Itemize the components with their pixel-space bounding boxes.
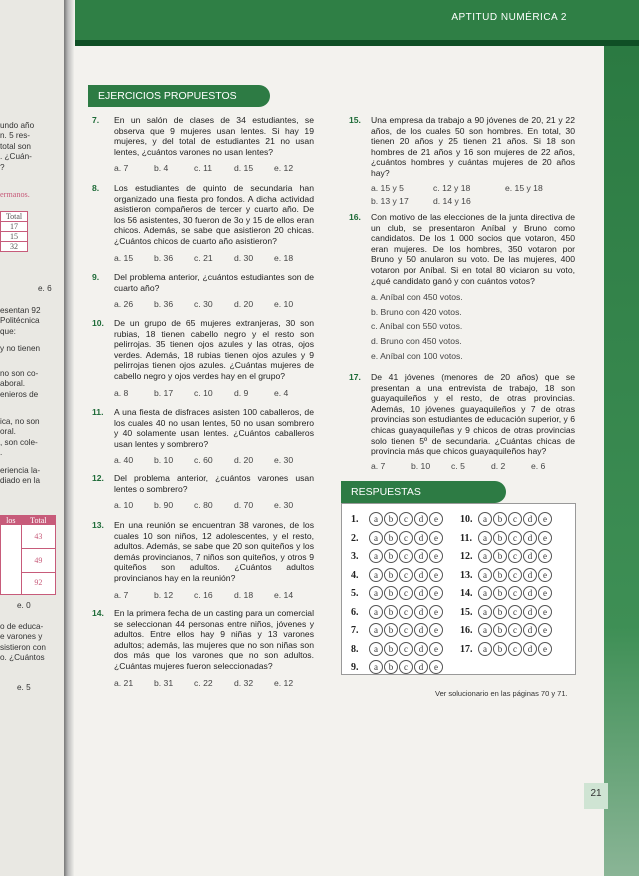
answer-number: 3. xyxy=(351,550,359,562)
answer-bubble-a[interactable]: a xyxy=(369,512,383,526)
left-page-text: esentan 92 Politécnica que: xyxy=(0,306,41,336)
answer-number: 17. xyxy=(460,643,473,655)
answer-bubble-c[interactable]: c xyxy=(399,568,413,582)
answer-bubble-e[interactable]: e xyxy=(538,531,552,545)
answer-bubble-b[interactable]: b xyxy=(493,586,507,600)
answer-row xyxy=(351,660,444,674)
answer-number: 7. xyxy=(351,624,359,636)
answer-bubble-d[interactable]: d xyxy=(523,549,537,563)
answer-row xyxy=(351,623,444,637)
answer-number: 4. xyxy=(351,569,359,581)
answer-bubble-e[interactable]: e xyxy=(429,623,443,637)
answer-bubble-c[interactable]: c xyxy=(508,642,522,656)
answer-number: 8. xyxy=(351,643,359,655)
answer-bubble-c[interactable]: c xyxy=(508,512,522,526)
answer-bubble-c[interactable]: c xyxy=(399,623,413,637)
answer-bubble-d[interactable]: d xyxy=(414,531,428,545)
answer-bubble-a[interactable]: a xyxy=(478,605,492,619)
answer-number: 15. xyxy=(460,606,473,618)
answer-bubble-d[interactable]: d xyxy=(523,623,537,637)
left-page-table: Total 17 15 32 xyxy=(0,211,28,252)
answer-row xyxy=(460,512,553,526)
answer-bubble-e[interactable]: e xyxy=(429,549,443,563)
answer-number: 10. xyxy=(460,513,473,525)
answer-bubble-c[interactable]: c xyxy=(399,549,413,563)
answer-bubble-d[interactable]: d xyxy=(414,623,428,637)
answer-row xyxy=(351,605,444,619)
answer-row xyxy=(460,623,553,637)
header-accent xyxy=(75,40,639,46)
answer-bubble-c[interactable]: c xyxy=(508,586,522,600)
answer-bubble-d[interactable]: d xyxy=(414,605,428,619)
answer-bubble-e[interactable]: e xyxy=(429,586,443,600)
answer-bubble-d[interactable]: d xyxy=(523,568,537,582)
header-title: APTITUD NUMÉRICA 2 xyxy=(451,12,567,23)
answer-bubble-d[interactable]: d xyxy=(414,660,428,674)
book-spine xyxy=(64,0,74,876)
problem-11: 11. A una fiesta de disfraces asisten 100 caballeros, de los cuales 40 no usan lentes, 50 no usan sombrero y 40 solamente usan lentes. ¿Cuántos caballeros usan lentes y sombrero? a. 40 b. 10 c. 60 d. 20 e. 30 xyxy=(92,407,314,466)
answer-bubble-b[interactable]: b xyxy=(493,512,507,526)
answer-bubble-e[interactable]: e xyxy=(429,531,443,545)
answer-row xyxy=(460,549,553,563)
answer-bubble-d[interactable]: d xyxy=(523,586,537,600)
answer-bubble-a[interactable]: a xyxy=(478,512,492,526)
answer-bubble-c[interactable]: c xyxy=(399,660,413,674)
answer-bubble-a[interactable]: a xyxy=(478,568,492,582)
answer-row xyxy=(351,531,444,545)
problem-16: 16. Con motivo de las elecciones de la junta directiva de un club, se presentaron Aníbal y Bruno como candidatos. De los 1 000 socios que votaron, 450 eran mujeres. De los hombres, 350 votaron por Bruno y 50 anularon su voto. De las mujeres, 400 votaron por Aníbal. Si en total 80 viciaron su voto, ¿qué candidato ganó y con cuántos votos? a. Aníbal con 450 votos. b. Bruno con 420 votos. c. Aníbal con 550 votos. d. Bruno con 450 votos. e. Aníbal con 100 votos. xyxy=(349,212,575,361)
answer-bubble-d[interactable]: d xyxy=(414,512,428,526)
answer-row xyxy=(460,586,553,600)
answer-bubble-b[interactable]: b xyxy=(384,605,398,619)
answer-row xyxy=(351,642,444,656)
answer-bubble-e[interactable]: e xyxy=(429,568,443,582)
left-page-text: no son co- aboral. enieros de xyxy=(0,369,39,399)
answer-number: 13. xyxy=(460,569,473,581)
answer-row xyxy=(460,642,553,656)
answer-row xyxy=(460,531,553,545)
answer-bubble-a[interactable]: a xyxy=(369,549,383,563)
answer-bubble-a[interactable]: a xyxy=(369,660,383,674)
left-page-text: ermanos. xyxy=(0,190,30,199)
problem-8: 8. Los estudiantes de quinto de secundaria han organizado una fiesta pro fondos. A dicha actividad asistieron compañeros de tercer y cuarto año. De los 56 asistentes, 30 fueron de 3o y 15 de ellos eran chicos. Además, se sabe que asistieron 20 chicas. ¿Cuántos chicos de cuarto año asistieron? a. 15 b. 36 c. 21 d. 30 e. 18 xyxy=(92,183,314,263)
ejercicios-propuestos-banner: EJERCICIOS PROPUESTOS xyxy=(88,85,270,107)
answer-bubble-e[interactable]: e xyxy=(538,605,552,619)
answer-bubble-c[interactable]: c xyxy=(508,568,522,582)
answer-bubble-a[interactable]: a xyxy=(478,531,492,545)
left-page-option: e. 6 xyxy=(38,284,52,293)
answer-bubble-c[interactable]: c xyxy=(508,605,522,619)
answer-number: 2. xyxy=(351,532,359,544)
answer-bubble-e[interactable]: e xyxy=(429,512,443,526)
answer-bubble-c[interactable]: c xyxy=(399,512,413,526)
answer-bubble-e[interactable]: e xyxy=(429,642,443,656)
left-page-table: los Total 43 49 92 xyxy=(0,515,56,595)
answer-row xyxy=(351,568,444,582)
right-margin-bar xyxy=(604,46,639,876)
answer-bubble-e[interactable]: e xyxy=(538,642,552,656)
answer-bubble-d[interactable]: d xyxy=(523,642,537,656)
answer-bubble-e[interactable]: e xyxy=(538,568,552,582)
answer-bubble-c[interactable]: c xyxy=(399,531,413,545)
answer-bubble-e[interactable]: e xyxy=(538,549,552,563)
problem-12: 12. Del problema anterior, ¿cuántos varones usan lentes o sombrero? a. 10 b. 90 c. 80 d. 70 e. 30 xyxy=(92,473,314,511)
answer-row xyxy=(351,512,444,526)
answer-row xyxy=(460,568,553,582)
answer-bubble-d[interactable]: d xyxy=(523,605,537,619)
answer-bubble-a[interactable]: a xyxy=(478,623,492,637)
answer-bubble-c[interactable]: c xyxy=(508,623,522,637)
answer-bubble-c[interactable]: c xyxy=(399,605,413,619)
answer-bubble-b[interactable]: b xyxy=(384,512,398,526)
answer-row xyxy=(460,605,553,619)
answer-bubble-a[interactable]: a xyxy=(369,605,383,619)
left-page-option: e. 5 xyxy=(17,683,31,692)
answer-bubble-a[interactable]: a xyxy=(478,586,492,600)
answer-bubble-b[interactable]: b xyxy=(493,568,507,582)
answer-row xyxy=(351,586,444,600)
answer-bubble-a[interactable]: a xyxy=(369,531,383,545)
answer-number: 1. xyxy=(351,513,359,525)
left-page-text: undo año n. 5 res- total son . ¿Cuán- ? xyxy=(0,121,35,172)
answer-row xyxy=(351,549,444,563)
answer-bubble-d[interactable]: d xyxy=(414,586,428,600)
respuestas-banner: RESPUESTAS xyxy=(341,481,506,503)
answer-bubble-e[interactable]: e xyxy=(429,605,443,619)
answer-number: 16. xyxy=(460,624,473,636)
left-page-text: y no tienen xyxy=(0,344,41,353)
left-page-option: e. 0 xyxy=(17,601,31,610)
answer-number: 14. xyxy=(460,587,473,599)
answer-bubble-b[interactable]: b xyxy=(493,531,507,545)
answer-bubble-b[interactable]: b xyxy=(493,623,507,637)
problem-9: 9. Del problema anterior, ¿cuántos estudiantes son de cuarto año? a. 26 b. 36 c. 30 d. 20 e. 10 xyxy=(92,272,314,310)
answer-bubble-e[interactable]: e xyxy=(538,586,552,600)
answer-bubble-b[interactable]: b xyxy=(384,586,398,600)
left-page-text: o de educa- e varones y sistieron con o. ¿Cuántos xyxy=(0,622,46,663)
answer-bubble-a[interactable]: a xyxy=(369,623,383,637)
answer-bubble-c[interactable]: c xyxy=(508,531,522,545)
answer-number: 5. xyxy=(351,587,359,599)
answer-bubble-b[interactable]: b xyxy=(384,531,398,545)
answer-number: 9. xyxy=(351,661,359,673)
problem-10: 10. De un grupo de 65 mujeres extranjeras, 30 son rubias, 18 tienen cabello negro y el resto son pelirrojas. 35 tienen ojos azules y las otras, ojos verdes. Además, 18 rubias tienen ojos azules y 9 pelirrojas tienen ojos azules. ¿Cuántas mujeres de cabello negro y ojos verdes hay en el grupo? a. 8 b. 17 c. 10 d. 9 e. 4 xyxy=(92,318,314,398)
answer-bubble-e[interactable]: e xyxy=(429,660,443,674)
answer-bubble-c[interactable]: c xyxy=(508,549,522,563)
answer-bubble-b[interactable]: b xyxy=(493,549,507,563)
answer-bubble-b[interactable]: b xyxy=(384,549,398,563)
answer-bubble-b[interactable]: b xyxy=(493,605,507,619)
answer-bubble-d[interactable]: d xyxy=(523,512,537,526)
problem-17: 17. De 41 jóvenes (menores de 20 años) que se presentan a una entrevista de trabajo, 18 son guayaquileños y el resto, de otras provincias. Además, 10 jóvenes guayaquileños y 7 de otras provincias son estudiantes de educación superior, y 6 chicas guayaquileñas y 9 chicos de otras provincias solo tienen 5º de secundaria. ¿Cuántas chicas de provincia más que chicos guayaquileños hay? a. 7 b. 10 c. 5 d. 2 e. 6 xyxy=(349,372,575,471)
answer-number: 11. xyxy=(460,532,472,544)
answer-bubble-b[interactable]: b xyxy=(384,623,398,637)
answer-bubble-b[interactable]: b xyxy=(493,642,507,656)
answer-bubble-e[interactable]: e xyxy=(538,512,552,526)
see-solutions-note: Ver solucionario en las páginas 70 y 71. xyxy=(435,689,568,698)
problem-7: 7. En un salón de clases de 34 estudiantes, se observa que 9 mujeres usan lentes. Si hay 19 mujeres, y del total de estudiantes 21 no usan lentes, ¿cuántos varones no usan lentes? a. 7 b. 4 c. 11 d. 15 e. 12 xyxy=(92,115,314,174)
answer-number: 6. xyxy=(351,606,359,618)
answer-bubble-a[interactable]: a xyxy=(369,568,383,582)
answer-bubble-d[interactable]: d xyxy=(414,549,428,563)
answer-bubble-d[interactable]: d xyxy=(414,642,428,656)
answer-bubble-d[interactable]: d xyxy=(414,568,428,582)
answer-bubble-e[interactable]: e xyxy=(538,623,552,637)
problem-13: 13. En una reunión se encuentran 38 varones, de los cuales 10 son niños, 12 adolescentes, y el resto, adultos. Además, se sabe que 20 son quiteños y los demás provincianos, 7 niños son quiteños, y otros 9 quiteños son adultos. ¿Cuántos adultos provincianos hay en la reunión? a. 7 b. 12 c. 16 d. 18 e. 14 xyxy=(92,520,314,600)
answer-bubble-c[interactable]: c xyxy=(399,642,413,656)
answer-bubble-d[interactable]: d xyxy=(523,531,537,545)
answer-bubble-b[interactable]: b xyxy=(384,660,398,674)
answer-bubble-a[interactable]: a xyxy=(478,642,492,656)
answer-bubble-a[interactable]: a xyxy=(478,549,492,563)
page-number: 21 xyxy=(590,788,602,799)
answer-bubble-a[interactable]: a xyxy=(369,642,383,656)
answer-bubble-c[interactable]: c xyxy=(399,586,413,600)
answer-bubble-a[interactable]: a xyxy=(369,586,383,600)
answer-bubble-b[interactable]: b xyxy=(384,642,398,656)
left-page-text: eriencia la- diado en la xyxy=(0,466,41,486)
answer-bubble-b[interactable]: b xyxy=(384,568,398,582)
answer-number: 12. xyxy=(460,550,473,562)
left-page-text: ica, no son oral. , son cole- . xyxy=(0,417,40,458)
problem-14: 14. En la primera fecha de un casting para un comercial se seleccionan 44 personas entre niños, jóvenes y adultos. Entre ellos hay 9 niñas y 13 varones adultos; además, las mujeres que no son niñas son dos más que los varones que no son adultos. ¿Cuántas mujeres fueron seleccionadas? a. 21 b. 31 c. 22 d. 32 e. 12 xyxy=(92,608,314,688)
problem-15: 15. Una empresa da trabajo a 90 jóvenes de 20, 21 y 22 años, de los cuales 50 son hombres. En total, 30 tienen 20 años y 25 tienen 21 años. Si 18 son hombres de 21 años y 16 son mujeres de 22 años, ¿cuántos hombres y cuántas mujeres de 20 años hay? a. 15 y 5 c. 12 y 18 e. 15 y 18 b. 13 y 17 d. 14 y 16 xyxy=(349,115,575,207)
